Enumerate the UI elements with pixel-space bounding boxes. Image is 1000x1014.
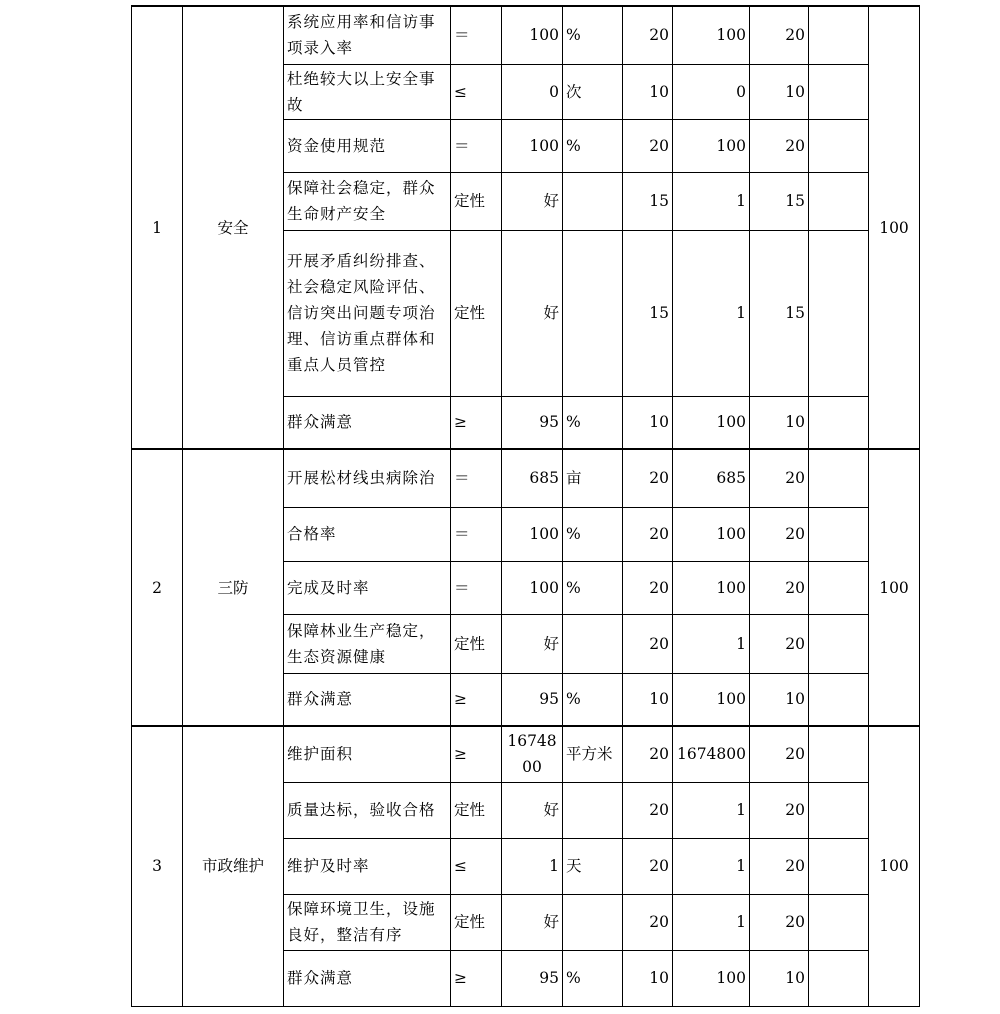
score-value: 10 xyxy=(750,673,809,726)
target-value: 好 xyxy=(502,230,563,396)
empty-cell xyxy=(809,6,869,64)
target-value: 100 xyxy=(502,119,563,172)
target-value: 100 xyxy=(502,507,563,561)
unit: % xyxy=(563,561,623,614)
empty-cell xyxy=(809,449,869,507)
indicator-name: 质量达标，验收合格 xyxy=(284,782,451,838)
weight-value: 15 xyxy=(623,230,673,396)
score-value: 10 xyxy=(750,950,809,1006)
comparison-operator: ＝ xyxy=(451,6,502,64)
category-name: 安全 xyxy=(183,6,284,449)
score-value: 20 xyxy=(750,782,809,838)
empty-cell xyxy=(809,561,869,614)
unit: 天 xyxy=(563,838,623,894)
empty-cell xyxy=(809,230,869,396)
performance-table xyxy=(131,5,920,1007)
comparison-operator: ≥ xyxy=(451,396,502,449)
unit: % xyxy=(563,396,623,449)
target-value: 好 xyxy=(502,782,563,838)
empty-cell xyxy=(809,172,869,230)
empty-cell xyxy=(809,64,869,119)
indicator-name: 合格率 xyxy=(284,507,451,561)
table-row xyxy=(132,449,920,507)
score-value: 20 xyxy=(750,838,809,894)
weight-value: 10 xyxy=(623,64,673,119)
target-value: 好 xyxy=(502,172,563,230)
target-value: 95 xyxy=(502,396,563,449)
actual-value: 100 xyxy=(673,6,750,64)
score-value: 20 xyxy=(750,507,809,561)
actual-value: 1 xyxy=(673,230,750,396)
comparison-operator: ≤ xyxy=(451,64,502,119)
empty-cell xyxy=(809,950,869,1006)
score-value: 20 xyxy=(750,894,809,950)
table-row xyxy=(132,6,920,64)
empty-cell xyxy=(809,614,869,673)
unit: % xyxy=(563,950,623,1006)
score-value: 20 xyxy=(750,614,809,673)
actual-value: 1 xyxy=(673,782,750,838)
actual-value: 0 xyxy=(673,64,750,119)
target-value: 0 xyxy=(502,64,563,119)
empty-cell xyxy=(809,726,869,782)
actual-value: 100 xyxy=(673,507,750,561)
comparison-operator: 定性 xyxy=(451,782,502,838)
weight-value: 20 xyxy=(623,726,673,782)
unit: 次 xyxy=(563,64,623,119)
category-name: 市政维护 xyxy=(183,726,284,1006)
score-value: 20 xyxy=(750,119,809,172)
unit: 亩 xyxy=(563,449,623,507)
comparison-operator: ≥ xyxy=(451,726,502,782)
weight-value: 20 xyxy=(623,782,673,838)
comparison-operator: ≥ xyxy=(451,673,502,726)
unit xyxy=(563,782,623,838)
score-value: 20 xyxy=(750,726,809,782)
row-number: 1 xyxy=(132,6,183,449)
comparison-operator: ≤ xyxy=(451,838,502,894)
unit xyxy=(563,894,623,950)
unit: 平方米 xyxy=(563,726,623,782)
target-value: 95 xyxy=(502,673,563,726)
actual-value: 1 xyxy=(673,614,750,673)
total-score: 100 xyxy=(869,449,920,726)
category-name: 三防 xyxy=(183,449,284,726)
score-value: 10 xyxy=(750,64,809,119)
indicator-name: 群众满意 xyxy=(284,950,451,1006)
target-value: 1674800 xyxy=(502,726,563,782)
empty-cell xyxy=(809,507,869,561)
unit: % xyxy=(563,119,623,172)
comparison-operator: ＝ xyxy=(451,449,502,507)
empty-cell xyxy=(809,838,869,894)
actual-value: 1 xyxy=(673,838,750,894)
weight-value: 20 xyxy=(623,449,673,507)
indicator-name: 杜绝较大以上安全事故 xyxy=(284,64,451,119)
empty-cell xyxy=(809,119,869,172)
unit: % xyxy=(563,507,623,561)
actual-value: 100 xyxy=(673,950,750,1006)
unit xyxy=(563,614,623,673)
weight-value: 10 xyxy=(623,950,673,1006)
total-score: 100 xyxy=(869,6,920,449)
actual-value: 100 xyxy=(673,119,750,172)
target-value: 好 xyxy=(502,894,563,950)
actual-value: 100 xyxy=(673,396,750,449)
weight-value: 20 xyxy=(623,894,673,950)
comparison-operator: 定性 xyxy=(451,230,502,396)
empty-cell xyxy=(809,894,869,950)
indicator-name: 群众满意 xyxy=(284,396,451,449)
actual-value: 100 xyxy=(673,561,750,614)
indicator-name: 资金使用规范 xyxy=(284,119,451,172)
comparison-operator: 定性 xyxy=(451,172,502,230)
actual-value: 685 xyxy=(673,449,750,507)
weight-value: 20 xyxy=(623,838,673,894)
row-number: 3 xyxy=(132,726,183,1006)
indicator-name: 保障林业生产稳定，生态资源健康 xyxy=(284,614,451,673)
target-value: 95 xyxy=(502,950,563,1006)
weight-value: 20 xyxy=(623,507,673,561)
indicator-name: 保障环境卫生，设施良好，整洁有序 xyxy=(284,894,451,950)
weight-value: 10 xyxy=(623,673,673,726)
score-value: 20 xyxy=(750,6,809,64)
weight-value: 10 xyxy=(623,396,673,449)
target-value: 好 xyxy=(502,614,563,673)
indicator-name: 维护面积 xyxy=(284,726,451,782)
total-score: 100 xyxy=(869,726,920,1006)
actual-value: 1 xyxy=(673,894,750,950)
empty-cell xyxy=(809,782,869,838)
row-number: 2 xyxy=(132,449,183,726)
empty-cell xyxy=(809,673,869,726)
score-value: 15 xyxy=(750,230,809,396)
actual-value: 1 xyxy=(673,172,750,230)
target-value: 1 xyxy=(502,838,563,894)
target-value: 100 xyxy=(502,6,563,64)
indicator-name: 群众满意 xyxy=(284,673,451,726)
indicator-name: 完成及时率 xyxy=(284,561,451,614)
indicator-name: 维护及时率 xyxy=(284,838,451,894)
indicator-name: 开展矛盾纠纷排查、社会稳定风险评估、信访突出问题专项治理、信访重点群体和重点人员管控 xyxy=(284,230,451,396)
weight-value: 20 xyxy=(623,6,673,64)
unit xyxy=(563,230,623,396)
target-value: 685 xyxy=(502,449,563,507)
comparison-operator: ＝ xyxy=(451,507,502,561)
indicator-name: 保障社会稳定，群众生命财产安全 xyxy=(284,172,451,230)
indicator-name: 系统应用率和信访事项录入率 xyxy=(284,6,451,64)
score-value: 10 xyxy=(750,396,809,449)
weight-value: 20 xyxy=(623,614,673,673)
score-value: 20 xyxy=(750,449,809,507)
unit xyxy=(563,172,623,230)
actual-value: 100 xyxy=(673,673,750,726)
score-value: 15 xyxy=(750,172,809,230)
actual-value: 1674800 xyxy=(673,726,750,782)
indicator-name: 开展松材线虫病除治 xyxy=(284,449,451,507)
unit: % xyxy=(563,673,623,726)
score-value: 20 xyxy=(750,561,809,614)
comparison-operator: ＝ xyxy=(451,561,502,614)
weight-value: 15 xyxy=(623,172,673,230)
weight-value: 20 xyxy=(623,119,673,172)
comparison-operator: 定性 xyxy=(451,614,502,673)
target-value: 100 xyxy=(502,561,563,614)
empty-cell xyxy=(809,396,869,449)
unit: % xyxy=(563,6,623,64)
comparison-operator: ≥ xyxy=(451,950,502,1006)
comparison-operator: ＝ xyxy=(451,119,502,172)
weight-value: 20 xyxy=(623,561,673,614)
table-row xyxy=(132,726,920,782)
comparison-operator: 定性 xyxy=(451,894,502,950)
